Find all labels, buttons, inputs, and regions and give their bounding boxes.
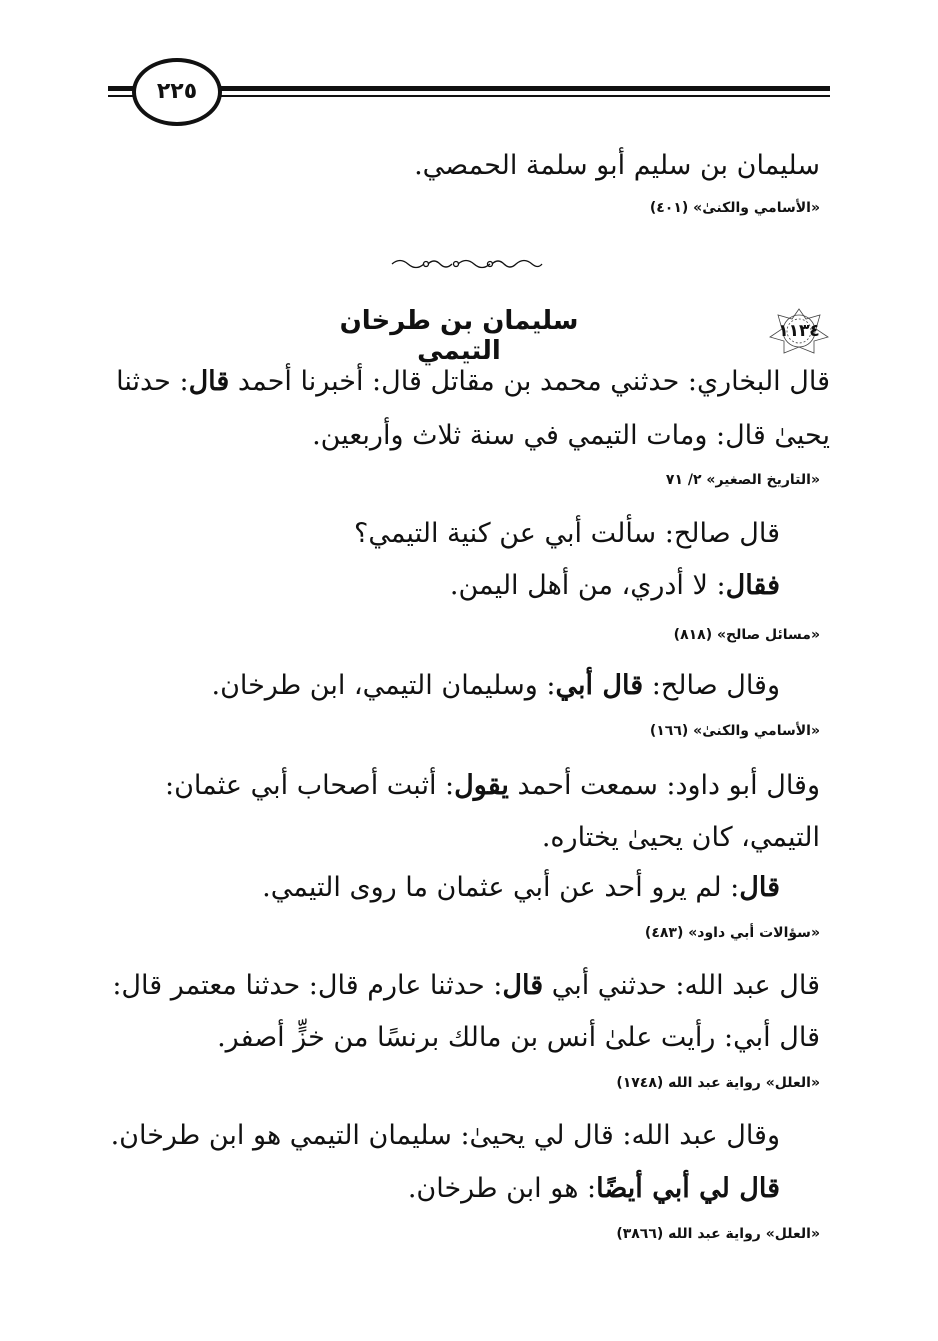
b4-line-2: التيمي، كان يحيىٰ يختاره. [541, 822, 820, 853]
page-number: ٢٢٥ [132, 58, 222, 126]
b6-ref: «العلل» رواية عبد الله (٣٨٦٦) [616, 1226, 820, 1242]
ornament-divider-icon [388, 256, 544, 272]
entry-title: سليمان بن طرخان التيمي [339, 306, 579, 366]
entry-number-badge [768, 307, 830, 355]
b1-ref: «التاريخ الصغير» ٢/ ٧١ [665, 472, 820, 488]
carryover-ref: «الأسامي والكنىٰ» (٤٠١) [649, 200, 820, 216]
b5-line-2: قال أبي: رأيت علىٰ أنس بن مالك برنسًا من خزٍّ أصفر. [217, 1022, 820, 1053]
b1-line-2: يحيىٰ قال: ومات التيمي في سنة ثلاث وأربعين. [312, 420, 830, 451]
b1-line-1: قال البخاري: حدثني محمد بن مقاتل قال: أخبرنا أحمد قال: حدثنا [116, 366, 830, 397]
b4-ref: «سؤالات أبي داود» (٤٨٣) [644, 925, 820, 941]
b5-line-1: قال عبد الله: حدثني أبي قال: حدثنا عارم قال: حدثنا معتمر قال: [112, 970, 820, 1001]
b2-line-2: فقال: لا أدري، من أهل اليمن. [449, 570, 780, 601]
b3-ref: «الأسامي والكنىٰ» (١٦٦) [649, 723, 820, 739]
b5-ref: «العلل» رواية عبد الله (١٧٤٨) [616, 1075, 820, 1091]
carryover-text: سليمان بن سليم أبو سلمة الحمصي. [414, 150, 820, 181]
b6-line-2: قال لي أبي أيضًا: هو ابن طرخان. [407, 1173, 780, 1204]
b3-line-1: وقال صالح: قال أبي: وسليمان التيمي، ابن طرخان. [211, 670, 780, 701]
b4-line-1: وقال أبو داود: سمعت أحمد يقول: أثبت أصحاب أبي عثمان: [165, 770, 820, 801]
b2-line-1: قال صالح: سألت أبي عن كنية التيمي؟ [353, 518, 780, 549]
entry-number: ١١٣٤ [778, 321, 820, 341]
b6-line-1: وقال عبد الله: قال لي يحيىٰ: سليمان التيمي هو ابن طرخان. [110, 1120, 780, 1151]
b4-line-3: قال: لم يرو أحد عن أبي عثمان ما روى التيمي. [262, 872, 780, 903]
b2-ref: «مسائل صالح» (٨١٨) [673, 627, 820, 643]
